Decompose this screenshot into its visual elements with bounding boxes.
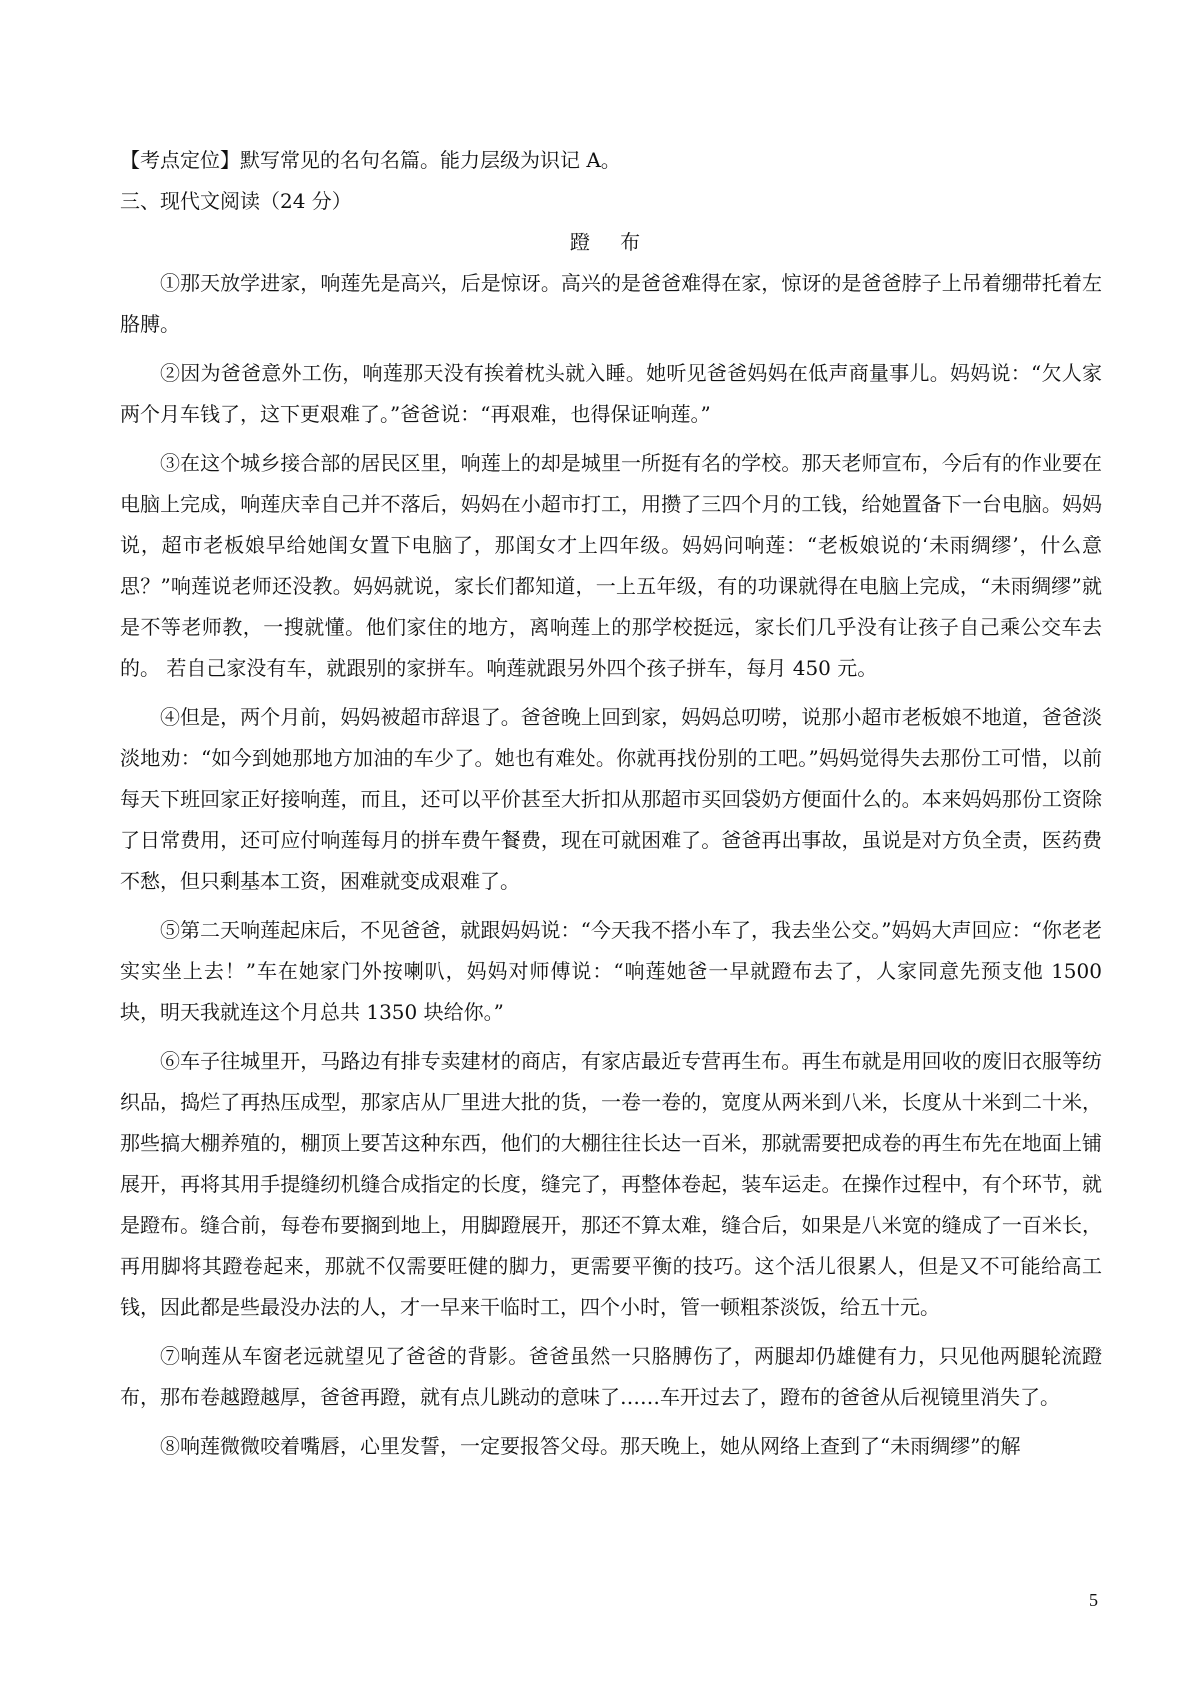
paragraph-3: ③在这个城乡接合部的居民区里，响莲上的却是城里一所挺有名的学校。那天老师宣布，今后有的作业要在电脑上完成，响莲庆幸自己并不落后，妈妈在小超市打工，用攒了三四个月的工钱，给她置备下一台电脑。妈妈说，超市老板娘早给她闺女置下电脑了，那闺女才上四年级。妈妈问响莲：“老板娘说的‘未雨绸缪’，什么意思？”响莲说老师还没教。妈妈就说，家长们都知道，一上五年级，有的功课就得在电脑上完成，“未雨绸缪”就是不等老师教，一搜就懂。他们家住的地方，离响莲上的那学校挺远，家长们几乎没有让孩子自己乘公交车去的。 若自己家没有车，就跟别的家拼车。响莲就跟另外四个孩子拼车，每月 450 元。 <box>120 451 1102 680</box>
paragraph-8: ⑧响莲微微咬着嘴唇，心里发誓，一定要报答父母。那天晚上，她从网络上查到了“未雨绸缪”的解 <box>160 1434 1021 1458</box>
paragraph-7: ⑦响莲从车窗老远就望见了爸爸的背影。爸爸虽然一只胳膊伤了，两腿却仍雄健有力，只见他两腿轮流蹬布，那布卷越蹬越厚，爸爸再蹬，就有点儿跳动的意味了……车开过去了，蹬布的爸爸从后视镜里消失了。 <box>120 1344 1102 1409</box>
paragraph-6: ⑥车子往城里开，马路边有排专卖建材的商店，有家店最近专营再生布。再生布就是用回收的废旧衣服等纺织品，捣烂了再热压成型，那家店从厂里进大批的货，一卷一卷的，宽度从两米到八米，长度从十米到二十米，那些搞大棚养殖的，棚顶上要苫这种东西，他们的大棚往往长达一百米，那就需要把成卷的再生布先在地面上铺展开，再将其用手提缝纫机缝合成指定的长度，缝完了，再整体卷起，装车运走。在操作过程中，有个环节，就是蹬布。缝合前，每卷布要搁到地上，用脚蹬展开，那还不算太难，缝合后，如果是八米宽的缝成了一百米长，再用脚将其蹬卷起来，那就不仅需要旺健的脚力，更需要平衡的技巧。这个活儿很累人，但是又不可能给高工钱，因此都是些最没办法的人，才一早来干临时工，四个小时，管一顿粗茶淡饭，给五十元。 <box>120 1049 1102 1319</box>
paragraph-4: ④但是，两个月前，妈妈被超市辞退了。爸爸晚上回到家，妈妈总叨唠，说那小超市老板娘不地道，爸爸淡淡地劝：“如今到她那地方加油的车少了。她也有难处。你就再找份别的工吧。”妈妈觉得失去那份工可惜，以前每天下班回家正好接响莲，而且，还可以平价甚至大折扣从那超市买回袋奶方便面什么的。本来妈妈那份工资除了日常费用，还可应付响莲每月的拼车费午餐费，现在可就困难了。爸爸再出事故，虽说是对方负全责，医药费不愁，但只剩基本工资，困难就变成艰难了。 <box>120 705 1102 893</box>
section-heading: 三、现代文阅读（24 分） <box>120 189 352 213</box>
exam-point-note: 【考点定位】默写常见的名句名篇。能力层级为识记 A。 <box>120 148 621 172</box>
page-number: 5 <box>1089 1590 1098 1610</box>
paragraph-1: ①那天放学进家，响莲先是高兴，后是惊讶。高兴的是爸爸难得在家，惊讶的是爸爸脖子上吊着绷带托着左胳膊。 <box>120 271 1102 336</box>
article-title: 蹬 布 <box>569 230 653 254</box>
document-page <box>120 140 1102 1475</box>
paragraph-2: ②因为爸爸意外工伤，响莲那天没有挨着枕头就入睡。她听见爸爸妈妈在低声商量事儿。妈妈说：“欠人家两个月车钱了，这下更艰难了。”爸爸说：“再艰难，也得保证响莲。” <box>120 361 1102 426</box>
paragraph-5: ⑤第二天响莲起床后，不见爸爸，就跟妈妈说：“今天我不搭小车了，我去坐公交。”妈妈大声回应：“你老老实实坐上去！”车在她家门外按喇叭，妈妈对师傅说：“响莲她爸一早就蹬布去了，人家同意先预支他 1500 块，明天我就连这个月总共 1350 块给你。” <box>120 918 1102 1024</box>
